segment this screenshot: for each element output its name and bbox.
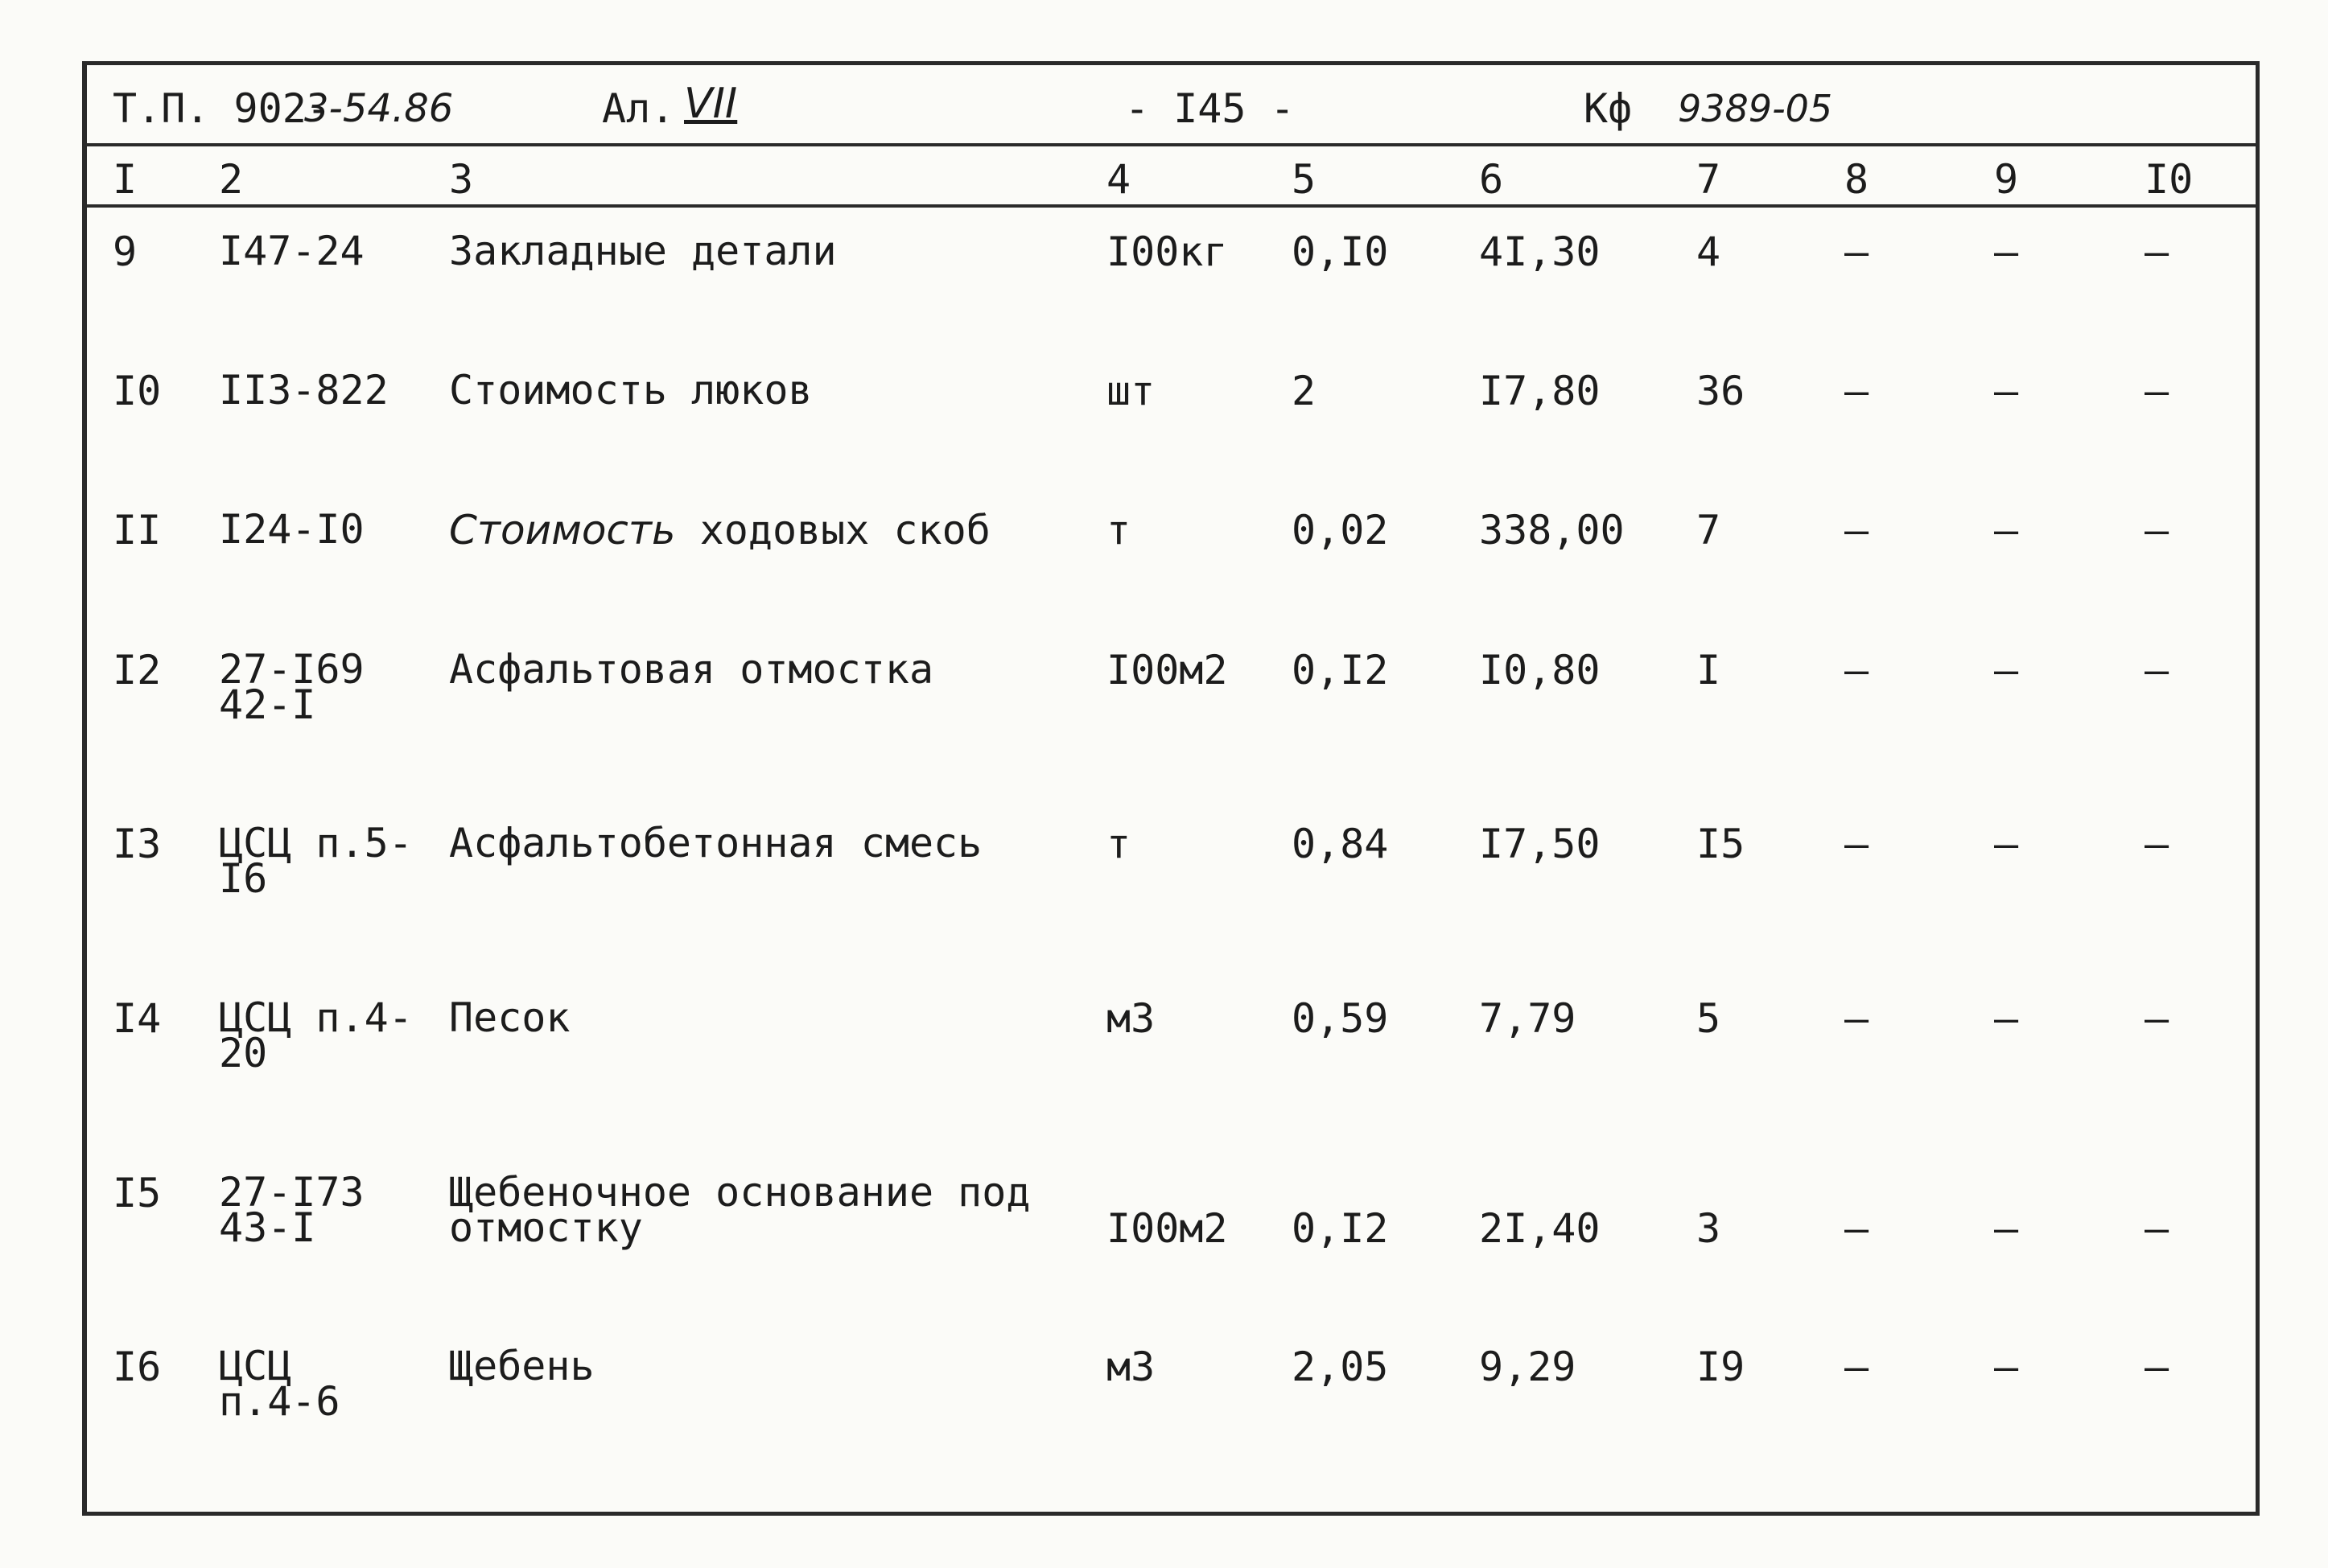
row-name-cell	[449, 507, 991, 554]
column-number: 9	[1994, 156, 2019, 203]
project-prefix: Т.П. 902-	[113, 85, 331, 132]
row-col9: –	[1994, 821, 2019, 867]
row-number: I0	[113, 368, 162, 414]
column-number: I	[113, 156, 138, 203]
row-unit: м3	[1106, 1344, 1156, 1390]
row-col10: –	[2145, 647, 2169, 693]
row-col7: 5	[1696, 995, 1721, 1042]
row-quantity: 0,I2	[1292, 1205, 1389, 1252]
header-divider	[82, 143, 2260, 146]
row-col9: –	[1994, 995, 2019, 1042]
page-number: - I45 -	[1125, 85, 1295, 132]
row-col7: I5	[1696, 821, 1745, 867]
row-col8: –	[1844, 507, 1869, 554]
row-col9: –	[1994, 647, 2019, 693]
album-label: Ал.	[602, 85, 675, 132]
row-col8: –	[1844, 1205, 1869, 1252]
row-quantity: 0,I0	[1292, 228, 1389, 275]
row-unit: т	[1106, 821, 1131, 867]
row-code: ЦСЦ п.4-6	[219, 1343, 340, 1425]
row-quantity: 2,05	[1292, 1344, 1389, 1390]
row-code: 27-I73 43-I	[219, 1169, 365, 1251]
row-col7: 4	[1696, 228, 1721, 275]
row-number: I4	[113, 995, 162, 1042]
row-col10: –	[2145, 1205, 2169, 1252]
row-name: ходовых скоб	[675, 507, 991, 554]
row-col8: –	[1844, 647, 1869, 693]
row-name-handwritten: Стоимость	[449, 507, 676, 554]
column-number: 5	[1292, 156, 1316, 203]
row-code: ЦСЦ п.5- I6	[219, 820, 413, 902]
column-number: I0	[2145, 156, 2194, 203]
row-quantity: 2	[1292, 368, 1316, 414]
row-col8: –	[1844, 995, 1869, 1042]
row-col9: –	[1994, 228, 2019, 275]
column-number: 3	[449, 156, 474, 203]
column-number: 2	[219, 156, 244, 203]
row-code: 27-I69 42-I	[219, 646, 365, 728]
row-name: Щебеночное основание под отмостку	[449, 1169, 1031, 1251]
row-unit: шт	[1106, 368, 1156, 414]
row-price: 9,29	[1479, 1344, 1576, 1390]
row-price: 338,00	[1479, 507, 1625, 554]
row-col10: –	[2145, 1344, 2169, 1390]
table-frame	[82, 61, 2260, 1516]
code-label: Кф	[1584, 85, 1633, 132]
row-col8: –	[1844, 228, 1869, 275]
row-price: 7,79	[1479, 995, 1576, 1042]
row-name: Асфальтобетонная смесь	[449, 820, 983, 866]
row-number: I5	[113, 1170, 162, 1216]
row-price: I7,50	[1479, 821, 1601, 867]
row-col7: 7	[1696, 507, 1721, 554]
row-quantity: 0,59	[1292, 995, 1389, 1042]
row-price: I0,80	[1479, 647, 1601, 693]
album-number: VII	[684, 80, 738, 128]
row-code: ЦСЦ п.4- 20	[219, 994, 413, 1076]
row-number: II	[113, 507, 162, 554]
column-number-divider	[82, 204, 2260, 208]
row-unit: I00кг	[1106, 228, 1228, 275]
row-code: I47-24	[219, 228, 365, 274]
row-price: 2I,40	[1479, 1205, 1601, 1252]
column-number: 4	[1106, 156, 1131, 203]
row-price: 4I,30	[1479, 228, 1601, 275]
row-col8: –	[1844, 1344, 1869, 1390]
row-col10: –	[2145, 368, 2169, 414]
code-number: 9389-05	[1678, 87, 1833, 130]
column-number: 8	[1844, 156, 1869, 203]
row-col7: I	[1696, 647, 1721, 693]
row-col10: –	[2145, 507, 2169, 554]
row-quantity: 0,84	[1292, 821, 1389, 867]
row-col9: –	[1994, 368, 2019, 414]
row-col8: –	[1844, 821, 1869, 867]
column-number: 7	[1696, 156, 1721, 203]
row-number: I2	[113, 647, 162, 693]
row-quantity: 0,02	[1292, 507, 1389, 554]
row-col9: –	[1994, 1205, 2019, 1252]
row-col9: –	[1994, 507, 2019, 554]
row-number: I6	[113, 1344, 162, 1390]
row-col9: –	[1994, 1344, 2019, 1390]
row-code: II3-822	[219, 367, 389, 414]
row-quantity: 0,I2	[1292, 647, 1389, 693]
project-number: 3-54.86	[304, 86, 454, 131]
row-name: Песок	[449, 994, 571, 1041]
row-name: Стоимость люков	[449, 367, 813, 414]
row-col10: –	[2145, 995, 2169, 1042]
row-col7: I9	[1696, 1344, 1745, 1390]
row-unit: I00м2	[1106, 647, 1228, 693]
row-col7: 3	[1696, 1205, 1721, 1252]
row-col7: 36	[1696, 368, 1745, 414]
row-name: Закладные детали	[449, 228, 837, 274]
row-col8: –	[1844, 368, 1869, 414]
row-name: Щебень	[449, 1343, 595, 1389]
row-unit: м3	[1106, 995, 1156, 1042]
row-number: I3	[113, 821, 162, 867]
row-name: Асфальтовая отмостка	[449, 646, 934, 693]
row-number: 9	[113, 228, 138, 275]
row-price: I7,80	[1479, 368, 1601, 414]
row-unit: т	[1106, 507, 1131, 554]
row-col10: –	[2145, 821, 2169, 867]
column-number: 6	[1479, 156, 1504, 203]
row-col10: –	[2145, 228, 2169, 275]
row-unit: I00м2	[1106, 1205, 1228, 1252]
row-code: I24-I0	[219, 506, 365, 553]
